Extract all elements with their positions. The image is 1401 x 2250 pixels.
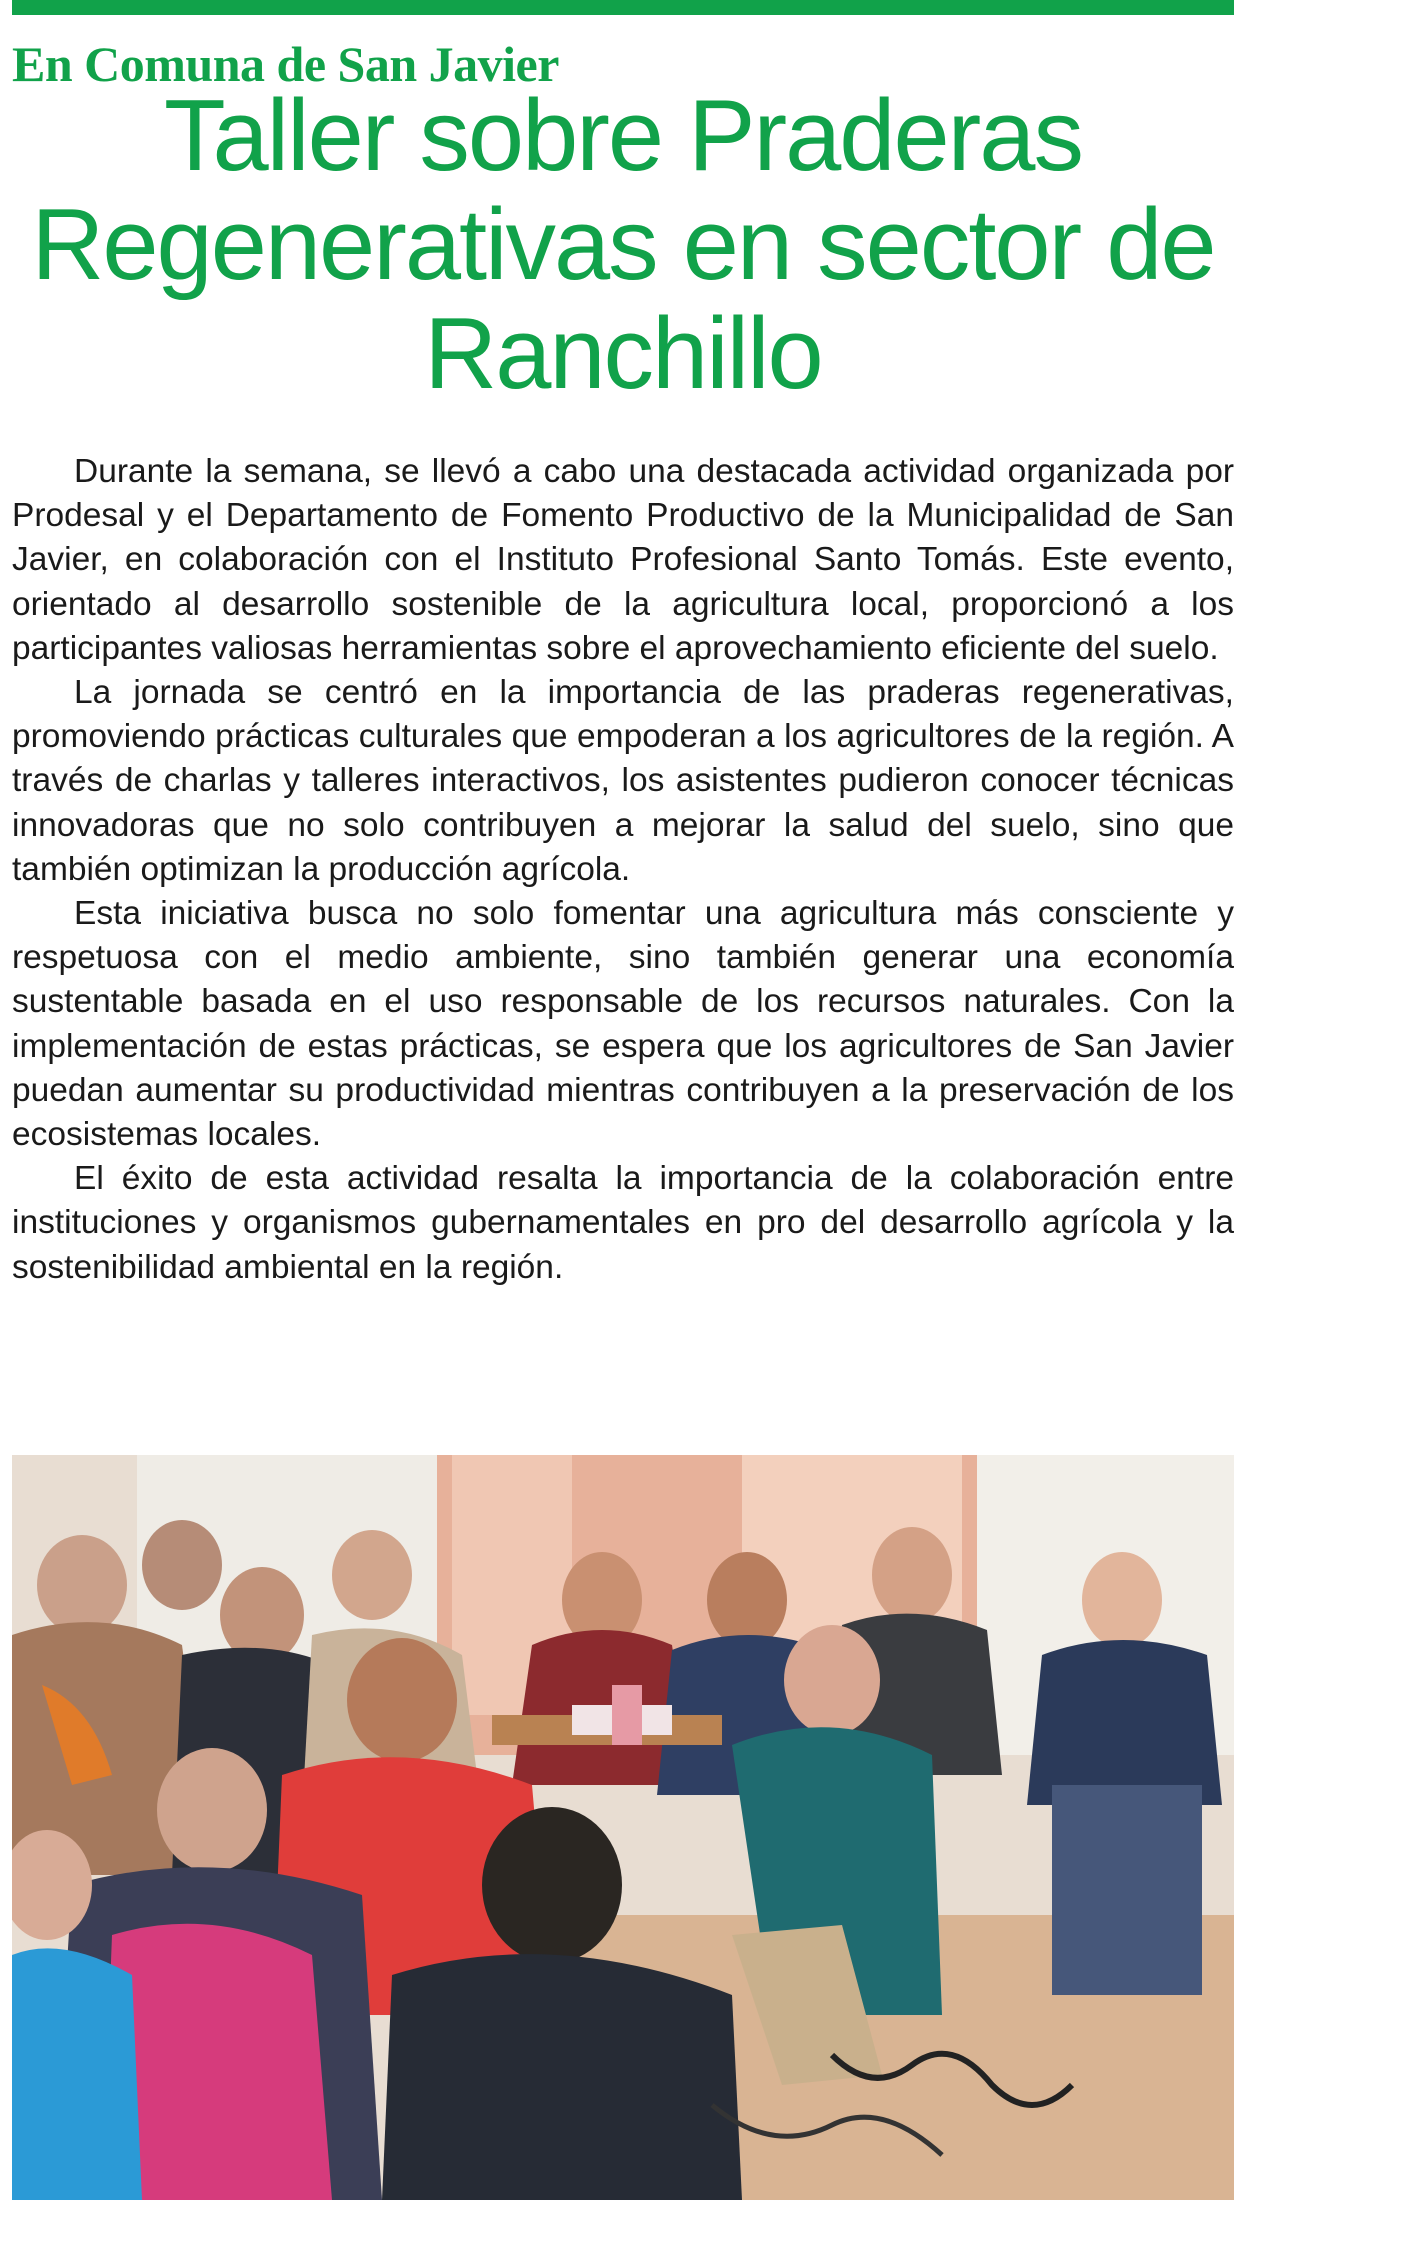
headline: Taller sobre Praderas Regenerativas en sector de Ranchillo — [31, 80, 1215, 410]
workshop-photo — [12, 1455, 1234, 2200]
paragraph: La jornada se centró en la importancia de las praderas regenerativas, promoviendo prácticas culturales que empoderan a los agricultores de la región. A través de charlas y talleres interactivos, los asistentes pudieron conocer técnicas innovadoras que no solo contribuyen a mejorar la salud del suelo, sino que también optimizan la producción agrícola. — [12, 674, 1234, 888]
paragraph: El éxito de esta actividad resalta la importancia de la colaboración entre instituciones y organismos gubernamentales en pro del desarrollo agrícola y la sostenibilidad ambiental en la región. — [12, 1160, 1234, 1286]
paragraph: Esta iniciativa busca no solo fomentar una agricultura más consciente y respetuosa con el medio ambiente, sino también generar una economía sustentable basada en el uso responsable de los recursos naturales. Con la implementación de estas prácticas, se espera que los agricultores de San Javier puedan aumentar su productividad mientras contribuyen a la preservación de los ecosistemas locales. — [12, 895, 1234, 1154]
photo-illustration — [12, 1455, 1234, 2200]
paragraph: Durante la semana, se llevó a cabo una destacada actividad organizada por Prodesal y el Departamento de Fomento Productivo de la Municipalidad de San Javier, en colaboración con el Instituto Profesional Santo Tomás. Este evento, orientado al desarrollo sostenible de la agricultura local, proporcionó a los participantes valiosas herramientas sobre el aprovechamiento eficiente del suelo. — [12, 453, 1234, 667]
accent-bar — [12, 0, 1234, 15]
article-body — [12, 450, 1234, 1290]
kicker: En Comuna de San Javier — [12, 36, 559, 92]
